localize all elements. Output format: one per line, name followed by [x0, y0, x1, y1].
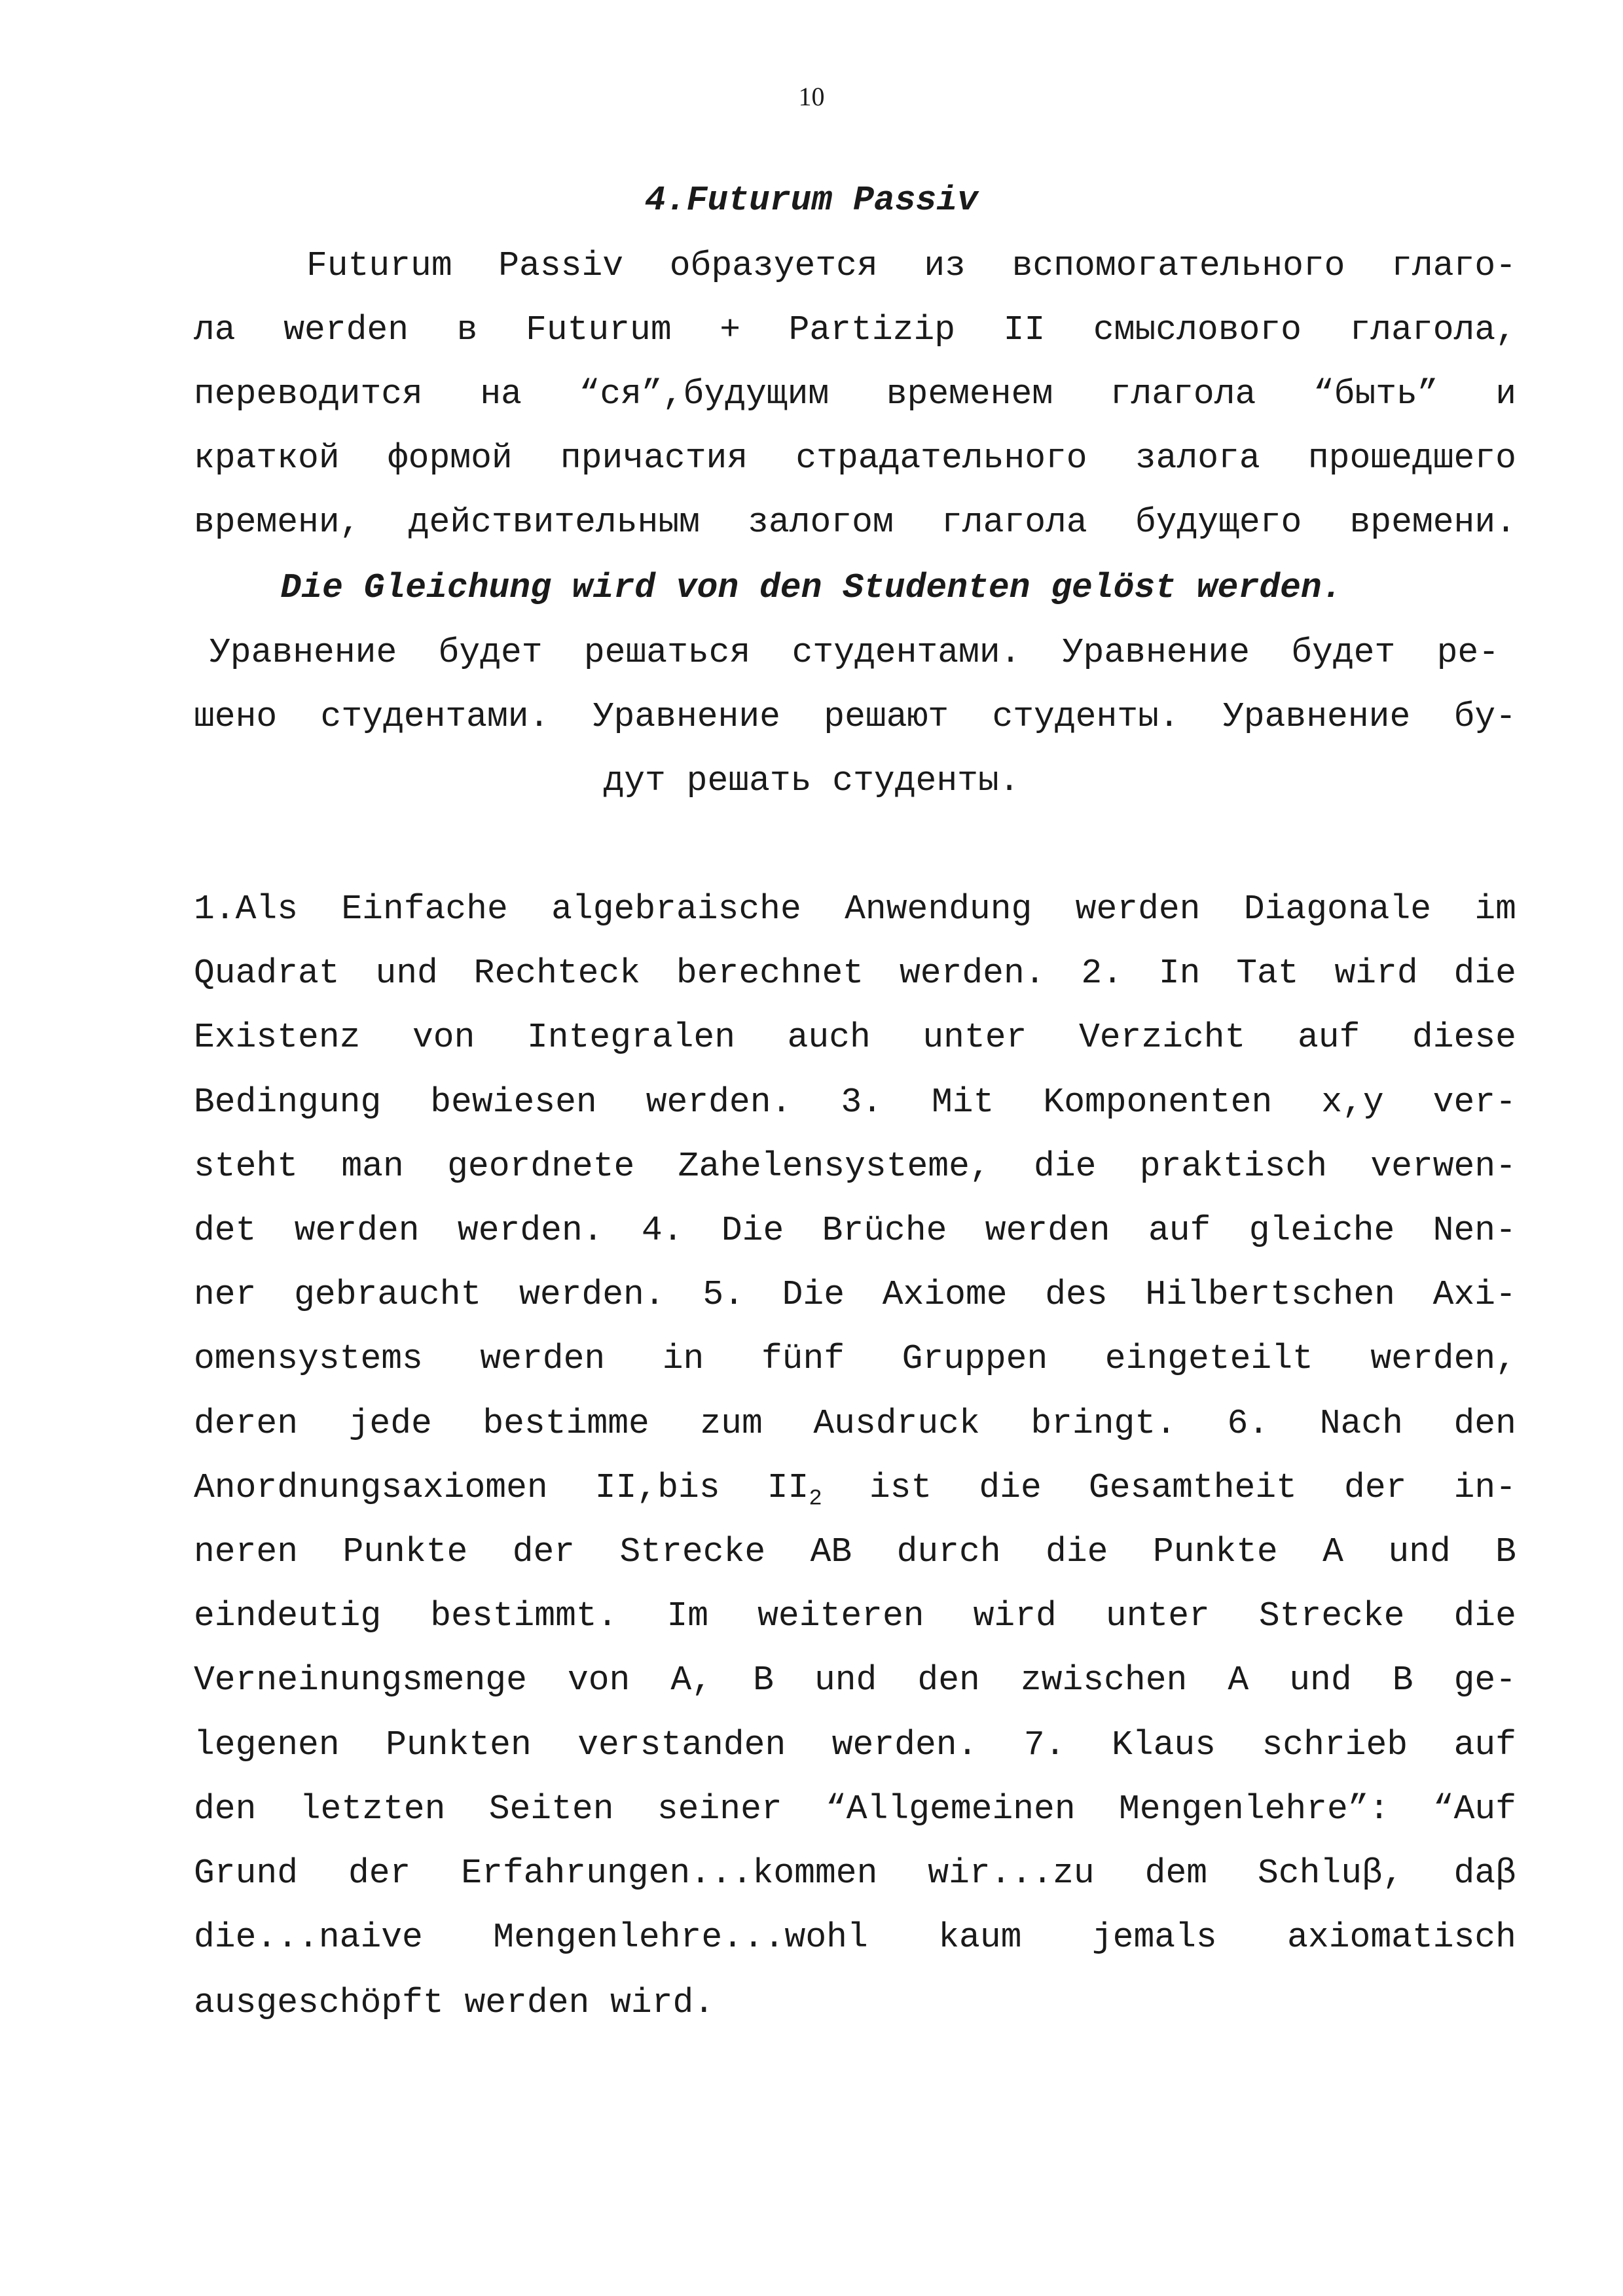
word: Уравнение — [210, 633, 397, 672]
word: Zahelensysteme, — [678, 1147, 991, 1186]
word: bewiesen — [430, 1083, 597, 1122]
word: Im — [666, 1596, 709, 1636]
word: A — [1322, 1532, 1343, 1571]
word: werden — [985, 1211, 1110, 1250]
word: B — [753, 1660, 774, 1700]
word: + — [720, 310, 741, 350]
word: man — [341, 1147, 404, 1186]
word: Passiv — [498, 246, 624, 285]
word: Rechteck — [473, 954, 641, 993]
word: 3. — [841, 1083, 883, 1122]
word: ner — [194, 1275, 257, 1314]
word: ge- — [1453, 1660, 1516, 1700]
word: verstanden — [577, 1725, 786, 1765]
word: durch — [896, 1532, 1001, 1571]
word: gebraucht — [294, 1275, 482, 1314]
word: verwen- — [1370, 1147, 1516, 1186]
word: im — [1474, 889, 1516, 929]
word: студенты. — [992, 697, 1180, 736]
word: algebraische — [551, 889, 801, 929]
word: B — [1495, 1532, 1516, 1571]
exercise-line-8 — [194, 1336, 1516, 1382]
exercise-line-3 — [194, 1014, 1516, 1060]
word: Gruppen — [902, 1339, 1048, 1378]
word: смыслового — [1093, 310, 1302, 350]
word: Quadrat — [194, 954, 340, 993]
exercise-line-4 — [194, 1079, 1516, 1125]
word: Уравнение — [1223, 697, 1411, 736]
word: Integralen — [526, 1018, 736, 1057]
word: AB — [810, 1532, 852, 1571]
exercise-line-5 — [194, 1143, 1516, 1189]
word: Уравнение — [1062, 633, 1250, 672]
word: x,y — [1321, 1083, 1384, 1122]
exercise-line-15 — [194, 1786, 1516, 1832]
word: und — [1388, 1532, 1451, 1571]
word: будет — [438, 633, 543, 672]
word: unter — [922, 1018, 1027, 1057]
word: auf — [1148, 1211, 1211, 1250]
word: axiomatisch — [1287, 1918, 1516, 1957]
word: решаться — [583, 633, 751, 672]
word: краткой — [194, 439, 340, 478]
exercise-line-10 — [194, 1465, 1516, 1511]
word: jede — [348, 1404, 432, 1443]
word: weiteren — [757, 1596, 924, 1636]
intro-line-5 — [194, 499, 1516, 545]
word: Mit — [931, 1083, 994, 1122]
word: Seiten — [488, 1789, 614, 1829]
word: und — [1289, 1660, 1352, 1700]
word: und — [814, 1660, 877, 1700]
word: времени, — [194, 503, 361, 542]
word: Axi- — [1432, 1275, 1516, 1314]
word: Bedingung — [194, 1083, 382, 1122]
word: Futurum — [526, 310, 672, 350]
word: II — [1003, 310, 1046, 350]
word: бу- — [1453, 697, 1516, 736]
word: Erfahrungen...kommen — [461, 1854, 878, 1893]
word: и — [1495, 374, 1516, 414]
word: будущего — [1135, 503, 1302, 542]
word: werden. — [519, 1275, 665, 1314]
example-translation-line-3: дут решать студенты. — [603, 761, 1020, 800]
word: kaum — [938, 1918, 1022, 1957]
exercise-line-9 — [194, 1401, 1516, 1446]
word: “быть” — [1313, 374, 1438, 414]
word: Verzicht — [1078, 1018, 1246, 1057]
word: praktisch — [1139, 1147, 1328, 1186]
word: fünf — [761, 1339, 845, 1378]
word: шено — [194, 697, 278, 736]
exercise-word: ist — [869, 1468, 932, 1507]
word: seiner — [657, 1789, 782, 1829]
exercise-line-12 — [194, 1593, 1516, 1639]
word: A, — [670, 1660, 713, 1700]
word: Nen- — [1432, 1211, 1516, 1250]
word: des — [1045, 1275, 1108, 1314]
section-title: 4.Futurum Passiv — [645, 181, 978, 220]
word: Grund — [194, 1854, 299, 1893]
word: gleiche — [1249, 1211, 1395, 1250]
exercise-line-7 — [194, 1272, 1516, 1318]
word: det — [194, 1211, 257, 1250]
word: werden. — [899, 954, 1046, 993]
word: Anwendung — [845, 889, 1032, 929]
word: Die — [721, 1211, 784, 1250]
word: auf — [1297, 1018, 1360, 1057]
word: daβ — [1453, 1854, 1516, 1893]
exercise-word: die — [979, 1468, 1042, 1507]
word: образуется — [669, 246, 878, 285]
word: letzten — [299, 1789, 446, 1829]
exercise-heading — [309, 822, 1516, 868]
page-number: 10 — [798, 82, 825, 111]
word: 5. — [702, 1275, 744, 1314]
word: bestimme — [483, 1404, 649, 1443]
exercise-word: Anordnungsaxiomen — [194, 1468, 548, 1507]
word: Die — [782, 1275, 845, 1314]
word: geordnete — [447, 1147, 635, 1186]
intro-line-1 — [306, 243, 1516, 289]
word: Hilbertschen — [1145, 1275, 1395, 1314]
word: auf — [1453, 1725, 1516, 1765]
word: den — [194, 1789, 257, 1829]
word: студентами. — [792, 633, 1021, 672]
word: в — [456, 310, 478, 350]
word: zwischen — [1020, 1660, 1188, 1700]
word: die — [1034, 1147, 1097, 1186]
example-translation-line-1 — [210, 630, 1499, 675]
exercise-line-16 — [194, 1850, 1516, 1896]
word: deren — [194, 1404, 299, 1443]
word: die...naive — [194, 1918, 423, 1957]
example-translation-line-2 — [194, 694, 1516, 740]
word: Уравнение — [593, 697, 780, 736]
word: Strecke — [1258, 1596, 1405, 1636]
word: unter — [1105, 1596, 1210, 1636]
word: Tat — [1236, 954, 1299, 993]
exercise-line-13 — [194, 1657, 1516, 1703]
word: залога — [1135, 439, 1260, 478]
word: berechnet — [676, 954, 864, 993]
exercise-word: Gesamtheit — [1088, 1468, 1297, 1507]
word: schrieb — [1262, 1725, 1408, 1765]
word: werden — [1075, 889, 1201, 929]
word: eingeteilt — [1104, 1339, 1313, 1378]
word: формой — [387, 439, 513, 478]
word: “Allgemeinen — [826, 1789, 1076, 1829]
word: von — [412, 1018, 475, 1057]
word: werden — [480, 1339, 606, 1378]
word: вспомогательного — [1012, 246, 1345, 285]
word: решают — [824, 697, 949, 736]
word: действительным — [408, 503, 700, 542]
word: Ausdruck — [813, 1404, 980, 1443]
exercise-line-1 — [194, 886, 1516, 932]
word: werden. — [831, 1725, 978, 1765]
word: dem — [1144, 1854, 1208, 1893]
word: 7. — [1023, 1725, 1066, 1765]
word: Diagonale — [1243, 889, 1432, 929]
word: Punkte — [1152, 1532, 1278, 1571]
word: eindeutig — [194, 1596, 382, 1636]
word: 4. — [641, 1211, 684, 1250]
word: A — [1228, 1660, 1249, 1700]
exercise-word: in- — [1453, 1468, 1516, 1507]
word: diese — [1412, 1018, 1516, 1057]
word: den — [917, 1660, 980, 1700]
word: Mengenlehre...wohl — [493, 1918, 868, 1957]
word: jemals — [1091, 1918, 1217, 1957]
word: werden — [294, 1211, 420, 1250]
word: bestimmt. — [430, 1596, 618, 1636]
word: werden. — [646, 1083, 792, 1122]
word: 2. — [1081, 954, 1123, 993]
word: будет — [1291, 633, 1396, 672]
word: Verneinungsmenge — [194, 1660, 527, 1700]
word: Strecke — [619, 1532, 766, 1571]
word: der — [512, 1532, 575, 1571]
word: Einfache — [341, 889, 508, 929]
word: und — [375, 954, 438, 993]
word: ре- — [1436, 633, 1499, 672]
word: на — [480, 374, 522, 414]
exercise-line-17 — [194, 1914, 1516, 1960]
word: die — [1453, 1596, 1516, 1636]
word: залогом — [748, 503, 894, 542]
word: Schluβ, — [1257, 1854, 1404, 1893]
exercise-word: II,bis — [594, 1468, 720, 1507]
word: глагола — [1110, 374, 1256, 414]
word: wir...zu — [928, 1854, 1095, 1893]
word: “Auf — [1432, 1789, 1516, 1829]
word: Partizip — [788, 310, 956, 350]
word: глаго- — [1391, 246, 1516, 285]
word: причастия — [560, 439, 748, 478]
word: wird — [973, 1596, 1057, 1636]
word: steht — [194, 1147, 299, 1186]
word: den — [1453, 1404, 1516, 1443]
word: Nach — [1319, 1404, 1403, 1443]
word: die — [1453, 954, 1516, 993]
word: переводится — [194, 374, 423, 414]
word: die — [1046, 1532, 1108, 1571]
word: Mengenlehre”: — [1118, 1789, 1390, 1829]
word: студентами. — [320, 697, 550, 736]
word: Punkten — [386, 1725, 532, 1765]
word: legenen — [194, 1725, 340, 1765]
word: глагола, — [1349, 310, 1516, 350]
word: Punkte — [342, 1532, 468, 1571]
word: werden. — [457, 1211, 604, 1250]
word: werden — [283, 310, 409, 350]
word: глагола — [941, 503, 1087, 542]
word: 1.Als — [194, 889, 299, 929]
word: in — [662, 1339, 704, 1378]
word: werden, — [1370, 1339, 1516, 1378]
word: B — [1392, 1660, 1413, 1700]
word: Axiome — [882, 1275, 1008, 1314]
word: “ся”,будущим — [579, 374, 830, 414]
word: bringt. — [1030, 1404, 1176, 1443]
word: прошедшего — [1307, 439, 1516, 478]
exercise-word-subscript: $II_2$ — [767, 1468, 822, 1511]
word: Brüche — [822, 1211, 947, 1250]
word: Klaus — [1111, 1725, 1216, 1765]
word: времени. — [1349, 503, 1516, 542]
word: страдательного — [795, 439, 1087, 478]
word: ver- — [1432, 1083, 1516, 1122]
example-sentence: Die Gleichung wird von den Studenten gelöst werden. — [280, 568, 1343, 607]
word: Futurum — [306, 246, 452, 285]
word: ла — [194, 310, 236, 350]
word: из — [924, 246, 966, 285]
intro-line-4 — [194, 435, 1516, 481]
word: 6. — [1227, 1404, 1269, 1443]
exercise-line-14 — [194, 1722, 1516, 1768]
word: временем — [886, 374, 1053, 414]
word: von — [567, 1660, 630, 1700]
word: omensystems — [194, 1339, 423, 1378]
exercise-word: der — [1344, 1468, 1407, 1507]
word: auch — [787, 1018, 871, 1057]
intro-line-3 — [194, 371, 1516, 417]
exercise-line-11 — [194, 1529, 1516, 1575]
intro-line-2 — [194, 307, 1516, 353]
word: Existenz — [194, 1018, 361, 1057]
word: wird — [1334, 954, 1418, 993]
word: der — [348, 1854, 411, 1893]
exercise-line-2 — [194, 950, 1516, 996]
word: Komponenten — [1043, 1083, 1273, 1122]
word: In — [1158, 954, 1201, 993]
word: neren — [194, 1532, 299, 1571]
exercise-line-6 — [194, 1208, 1516, 1253]
exercise-last-line: ausgeschöpft werden wird. — [194, 1983, 715, 2022]
word: zum — [700, 1404, 763, 1443]
